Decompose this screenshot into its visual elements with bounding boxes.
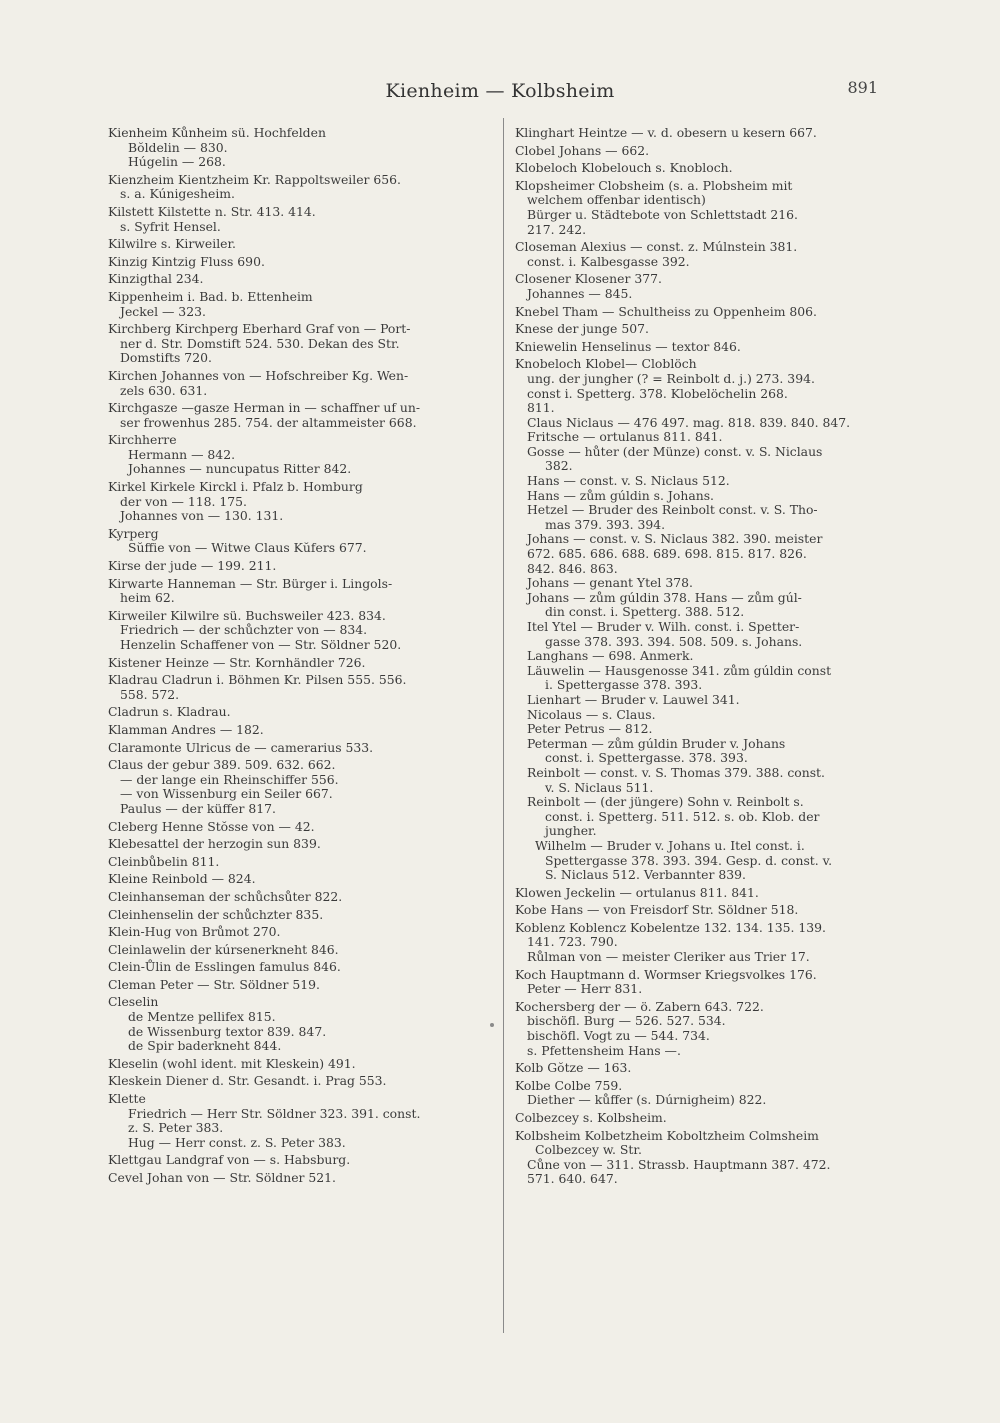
- index-entry: [108, 609, 492, 653]
- index-subentry-line: 558. 572.: [120, 686, 180, 702]
- index-headword-line: Clein-Ůlin de Esslingen famulus 846.: [108, 959, 341, 975]
- index-headword-line: Klebesattel der herzogin sun 839.: [108, 836, 321, 852]
- index-headword-line: Klamman Andres — 182.: [108, 721, 264, 737]
- index-entry: [108, 369, 492, 398]
- index-subentry-line: Wilhelm — Bruder v. Johans u. Itel const. i.: [535, 837, 805, 853]
- index-entry: [515, 179, 887, 237]
- index-subentry-line: Nicolaus — s. Claus.: [527, 706, 656, 722]
- index-headword-line: Klein-Hug von Brůmot 270.: [108, 924, 281, 940]
- index-headword-line: Knebel Tham — Schultheiss zu Oppenheim 806.: [515, 303, 817, 319]
- index-subentry-line: const. i. Kalbesgasse 392.: [527, 253, 690, 269]
- column-divider: [503, 118, 504, 1333]
- index-subentry-line: de Wissenburg textor 839. 847.: [128, 1023, 327, 1039]
- index-entry: [515, 340, 887, 355]
- index-entry: [515, 1111, 887, 1126]
- index-subentry-line: 217. 242.: [527, 221, 587, 237]
- index-headword-line: Klettgau Landgraf von — s. Habsburg.: [108, 1152, 351, 1168]
- index-subentry-line: 382.: [545, 458, 573, 474]
- index-subentry-line: Johannes — 845.: [527, 285, 633, 301]
- index-headword-line: Kirchherre: [108, 432, 177, 448]
- index-entry: [515, 1079, 887, 1108]
- index-headword-line: Kippenheim i. Bad. b. Ettenheim: [108, 288, 313, 304]
- index-entry: [515, 144, 887, 159]
- index-entry: [108, 741, 492, 756]
- index-headword-line: Cleinhanseman der schůchsůter 822.: [108, 888, 343, 904]
- index-entry: [515, 921, 887, 965]
- index-entry: [108, 255, 492, 270]
- index-subentry-line: Läuwelin — Hausgenosse 341. zům gúldin const: [527, 662, 832, 678]
- index-subentry-line: Friedrich — der schůchzter von — 834.: [120, 622, 368, 638]
- index-subentry-line: s. Syfrit Hensel.: [120, 218, 221, 234]
- index-headword-line: Kleselin (wohl ident. mit Kleskein) 491.: [108, 1055, 356, 1071]
- index-subentry-line: bischöfl. Burg — 526. 527. 534.: [527, 1013, 726, 1029]
- index-headword-line: Kirchberg Kirchperg Eberhard Graf von — Port-: [108, 321, 411, 337]
- index-headword-line: Kinzigthal 234.: [108, 271, 204, 287]
- index-entry: [108, 855, 492, 870]
- index-headword-line: Cleinlawelin der kúrsenerkneht 846.: [108, 941, 339, 957]
- index-headword-line: Klette: [108, 1091, 146, 1107]
- index-subentry-line: heim 62.: [120, 590, 175, 606]
- index-entry: [515, 903, 887, 918]
- index-subentry-line: — der lange ein Rheinschiffer 556.: [120, 771, 339, 787]
- index-subentry-line: Spettergasse 378. 393. 394. Gesp. d. const. v.: [545, 852, 833, 868]
- index-entry: [108, 723, 492, 738]
- index-entry: [108, 577, 492, 606]
- index-subentry-line: S. Niclaus 512. Verbannter 839.: [545, 867, 746, 883]
- index-headword-line: Klobeloch Klobelouch s. Knobloch.: [515, 160, 733, 176]
- index-subentry-line: z. S. Peter 383.: [128, 1120, 224, 1136]
- index-subentry-line: Diether — kůffer (s. Dúrnigheim) 822.: [527, 1092, 767, 1108]
- index-headword-line: Closener Klosener 377.: [515, 271, 662, 287]
- index-subentry-line: Itel Ytel — Bruder v. Wilh. const. i. Spetter-: [527, 619, 800, 634]
- index-headword-line: Koch Hauptmann d. Wormser Kriegsvolkes 176.: [515, 966, 817, 982]
- index-subentry-line: Reinbolt — (der jüngere) Sohn v. Reinbolt s.: [527, 794, 804, 810]
- index-subentry-line: der von — 118. 175.: [120, 493, 247, 509]
- running-title: Kienheim — Kolbsheim: [385, 80, 615, 102]
- index-entry: [515, 357, 887, 882]
- index-subentry-line: Peterman — zům gúldin Bruder v. Johans: [527, 735, 786, 751]
- index-headword-line: Kochersberg der — ö. Zabern 643. 722.: [515, 998, 764, 1014]
- index-entry: [108, 1092, 492, 1150]
- index-subentry-line: Fritsche — ortulanus 811. 841.: [527, 429, 723, 445]
- index-headword-line: Kladrau Cladrun i. Böhmen Kr. Pilsen 555. 556.: [108, 672, 407, 688]
- index-entry: [108, 290, 492, 319]
- index-headword-line: Cevel Johan von — Str. Söldner 521.: [108, 1170, 336, 1185]
- index-headword-line: Kolb Gŏtze — 163.: [515, 1060, 632, 1076]
- index-entry: [108, 943, 492, 958]
- index-entry: [108, 1171, 492, 1186]
- index-entry: [108, 559, 492, 574]
- index-subentry-line: mas 379. 393. 394.: [545, 516, 666, 532]
- index-headword-line: Knobeloch Klobel— Cloblöch: [515, 356, 697, 372]
- index-subentry-line: 571. 640. 647.: [527, 1171, 618, 1187]
- index-entry: [108, 960, 492, 975]
- index-subentry-line: Růlman von — meister Cleriker aus Trier 17.: [527, 949, 810, 965]
- index-entry: [108, 173, 492, 202]
- index-entry: [515, 968, 887, 997]
- index-entry: [515, 886, 887, 901]
- index-entry: [515, 1061, 887, 1076]
- index-subentry-line: s. a. Kúnigesheim.: [120, 186, 235, 202]
- index-subentry-line: Hetzel — Bruder des Reinbolt const. v. S. Tho-: [527, 502, 818, 518]
- index-entry: [515, 322, 887, 337]
- index-entry: [108, 656, 492, 671]
- index-headword-line: Klowen Jeckelin — ortulanus 811. 841.: [515, 884, 759, 900]
- index-entry: [108, 205, 492, 234]
- index-entry: [108, 237, 492, 252]
- index-subentry-line: zels 630. 631.: [120, 382, 208, 398]
- index-entry: [108, 908, 492, 923]
- index-headword-line: Kolbsheim Kolbetzheim Koboltzheim Colmsheim: [515, 1127, 819, 1143]
- index-headword-line: Knese der junge 507.: [515, 321, 649, 337]
- index-entry: [108, 1057, 492, 1072]
- index-entry: [108, 925, 492, 940]
- index-subentry-line: Peter Petrus — 812.: [527, 721, 653, 737]
- index-headword-line: Kilwilre s. Kirweiler.: [108, 236, 236, 252]
- index-subentry-line: bischöfl. Vogt zu — 544. 734.: [527, 1028, 710, 1044]
- index-entry: [108, 758, 492, 816]
- index-headword-line: Cleberg Henne Stŏsse von — 42.: [108, 818, 315, 834]
- index-subentry-line: 141. 723. 790.: [527, 934, 618, 950]
- index-subentry-line: Paulus — der küffer 817.: [120, 800, 276, 816]
- index-subentry-line: Sŭffie von — Witwe Claus Kŭfers 677.: [128, 540, 367, 556]
- index-subentry-line: Langhans — 698. Anmerk.: [527, 648, 694, 664]
- index-subentry-line: Johannes — nuncupatus Ritter 842.: [128, 461, 352, 477]
- index-subentry-line: welchem offenbar identisch): [527, 192, 706, 208]
- index-subentry-line: i. Spettergasse 378. 393.: [545, 677, 703, 693]
- index-headword-line: Koblenz Koblencz Kobelentze 132. 134. 135. 139.: [515, 919, 826, 935]
- index-headword-line: Kleskein Diener d. Str. Gesandt. i. Prag 553.: [108, 1073, 387, 1089]
- index-headword-line: Kienzheim Kientzheim Kr. Rappoltsweiler 656.: [108, 171, 401, 187]
- index-entry: [108, 480, 492, 524]
- index-headword-line: Cleselin: [108, 994, 159, 1010]
- right-index-column: [515, 126, 887, 1190]
- index-headword-line: Cladrun s. Kladrau.: [108, 704, 231, 720]
- index-entry: [108, 890, 492, 905]
- index-subentry-line: 842. 846. 863.: [527, 560, 618, 576]
- index-subentry-line: Johans — const. v. S. Niclaus 382. 390. meister: [527, 531, 823, 547]
- index-subentry-line: Hans — zům gúldin s. Johans.: [527, 487, 714, 503]
- index-headword-line: Cleman Peter — Str. Söldner 519.: [108, 976, 320, 992]
- index-entry: [108, 837, 492, 852]
- index-subentry-line: Reinbolt — const. v. S. Thomas 379. 388. const.: [527, 764, 825, 780]
- index-subentry-line: — von Wissenburg ein Seiler 667.: [120, 786, 333, 802]
- left-index-column: [108, 126, 492, 1189]
- index-subentry-line: Johannes von — 130. 131.: [120, 508, 284, 524]
- page-number: 891: [847, 78, 878, 97]
- index-headword-line: Kolbe Colbe 759.: [515, 1077, 623, 1093]
- index-subentry-line: Johans — zům gúldin 378. Hans — zům gúl-: [527, 589, 802, 605]
- index-entry: [108, 978, 492, 993]
- index-headword-line: Kistener Heinze — Str. Kornhändler 726.: [108, 654, 366, 670]
- index-headword-line: Kilstett Kilstette n. Str. 413. 414.: [108, 203, 316, 219]
- index-subentry-line: ung. der jungher (? = Reinbolt d. j.) 273. 394.: [527, 370, 815, 386]
- index-headword-line: Kienheim Kůnheim sü. Hochfelden: [108, 125, 326, 140]
- index-subentry-line: const. i. Spettergasse. 378. 393.: [545, 750, 748, 766]
- index-headword-line: Klopsheimer Clobsheim (s. a. Plobsheim mit: [515, 177, 793, 193]
- index-subentry-line: jungher.: [545, 823, 597, 839]
- index-headword-line: Kirkel Kirkele Kirckl i. Pfalz b. Homburg: [108, 479, 363, 495]
- index-subentry-line: 672. 685. 686. 688. 689. 698. 815. 817. 826.: [527, 546, 807, 562]
- index-subentry-line: gasse 378. 393. 394. 508. 509. s. Johans.: [545, 633, 803, 649]
- index-subentry-line: de Spir baderkneht 844.: [128, 1038, 282, 1054]
- index-headword-line: Clobel Johans — 662.: [515, 142, 650, 158]
- index-headword-line: Kirchgasze —gasze Herman in — schaffner uf un-: [108, 400, 421, 416]
- index-entry: [108, 1074, 492, 1089]
- index-entry: [108, 433, 492, 477]
- index-subentry-line: Gosse — hůter (der Münze) const. v. S. Niclaus: [527, 443, 823, 459]
- index-subentry-line: Hans — const. v. S. Niclaus 512.: [527, 473, 730, 489]
- index-entry: [108, 673, 492, 702]
- index-entry: [108, 126, 492, 170]
- index-subentry-line: Jeckel — 323.: [120, 303, 206, 319]
- index-subentry-line: Húgelin — 268.: [128, 154, 226, 170]
- index-headword-line: Closeman Alexius — const. z. Múlnstein 381.: [515, 239, 798, 255]
- index-entry: [515, 1000, 887, 1058]
- index-entry: [515, 1129, 887, 1187]
- index-headword-line: Kirse der jude — 199. 211.: [108, 558, 277, 574]
- index-entry: [108, 527, 492, 556]
- index-headword-line: Kirweiler Kilwilre sü. Buchsweiler 423. 834.: [108, 607, 386, 623]
- index-headword-line: Kirwarte Hanneman — Str. Bürger i. Lingols-: [108, 575, 393, 591]
- index-headword-line: Cleinhenselin der schůchzter 835.: [108, 906, 324, 922]
- index-entry: [108, 872, 492, 887]
- index-headword-line: Colbezcey s. Kolbsheim.: [515, 1110, 667, 1125]
- index-subentry-line: const. i. Spetterg. 511. 512. s. ob. Klob. der: [545, 808, 820, 824]
- index-subentry-line: Friedrich — Herr Str. Söldner 323. 391. const.: [128, 1105, 421, 1121]
- index-subentry-line: Hermann — 842.: [128, 446, 236, 462]
- index-subentry-line: Domstifts 720.: [120, 350, 212, 366]
- index-subentry-line: Lienhart — Bruder v. Lauwel 341.: [527, 691, 740, 707]
- index-entry: [515, 305, 887, 320]
- index-entry: [108, 401, 492, 430]
- index-entry: [515, 240, 887, 269]
- index-subentry-line: Colbezcey w. Str.: [535, 1142, 642, 1158]
- index-entry: [108, 705, 492, 720]
- index-headword-line: Kniewelin Henselinus — textor 846.: [515, 338, 741, 354]
- index-subentry-line: const i. Spetterg. 378. Klobelöchelin 268.: [527, 385, 788, 401]
- index-subentry-line: Cůne von — 311. Strassb. Hauptmann 387. 472.: [527, 1156, 831, 1172]
- index-headword-line: Kirchen Johannes von — Hofschreiber Kg. Wen-: [108, 367, 409, 383]
- index-headword-line: Kleine Reinbold — 824.: [108, 871, 256, 887]
- index-subentry-line: Hug — Herr const. z. S. Peter 383.: [128, 1134, 346, 1150]
- index-subentry-line: ner d. Str. Domstift 524. 530. Dekan des Str.: [120, 335, 400, 351]
- index-entry: [515, 272, 887, 301]
- index-subentry-line: v. S. Niclaus 511.: [545, 779, 654, 795]
- index-subentry-line: Peter — Herr 831.: [527, 981, 643, 997]
- index-headword-line: Cleinbůbelin 811.: [108, 853, 220, 869]
- index-entry: [108, 995, 492, 1053]
- index-entry: [108, 820, 492, 835]
- index-subentry-line: Claus Niclaus — 476 497. mag. 818. 839. 840. 847.: [527, 414, 851, 430]
- index-headword-line: Kyrperg: [108, 525, 159, 541]
- index-entry: [108, 1153, 492, 1168]
- index-entry: [108, 272, 492, 287]
- index-entry: [108, 322, 492, 366]
- index-entry: [515, 126, 887, 141]
- index-subentry-line: ser frowenhus 285. 754. der altammeister 668.: [120, 414, 417, 430]
- index-subentry-line: de Mentze pellifex 815.: [128, 1009, 276, 1025]
- index-subentry-line: 811.: [527, 400, 555, 416]
- index-subentry-line: Bürger u. Städtebote von Schlettstadt 216.: [527, 206, 798, 222]
- index-headword-line: Kinzig Kintzig Fluss 690.: [108, 253, 265, 269]
- index-headword-line: Klinghart Heintze — v. d. obesern u kesern 667.: [515, 125, 817, 140]
- index-headword-line: Claus der gebur 389. 509. 632. 662.: [108, 757, 336, 773]
- index-subentry-line: Bŏldelin — 830.: [128, 139, 228, 155]
- index-subentry-line: din const. i. Spetterg. 388. 512.: [545, 604, 745, 620]
- index-entry: [515, 161, 887, 176]
- index-headword-line: Kobe Hans — von Freisdorf Str. Söldner 518.: [515, 902, 799, 918]
- index-headword-line: Claramonte Ulricus de — camerarius 533.: [108, 739, 374, 755]
- index-subentry-line: s. Pfettensheim Hans —.: [527, 1042, 681, 1058]
- index-subentry-line: Henzelin Schaffener von — Str. Söldner 520.: [120, 637, 402, 652]
- index-subentry-line: Johans — genant Ytel 378.: [527, 575, 693, 591]
